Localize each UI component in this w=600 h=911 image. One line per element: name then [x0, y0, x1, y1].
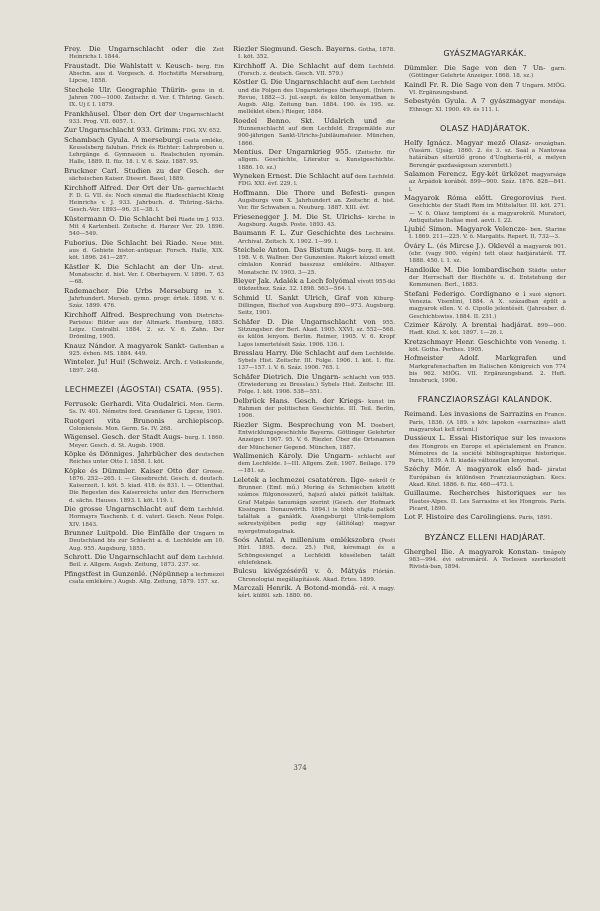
entry-head: Köpke és Dümmler. Kaiser Otto der [64, 466, 199, 475]
bibliography-entry [404, 339, 566, 355]
entry-body: der sächsischen Kaiser. Dissert. Basel, 1889. [69, 168, 224, 183]
entry-head: Sebestyén Gyula. A 7 gyászmagyar [404, 97, 536, 106]
entry-body: (Pesti Hírl. 1895. decz. 25.) Feil, kéremagi és a Schöngesiengel a Lechfeldi kösséleben talált efelefeknek. [238, 538, 395, 566]
bibliography-entry [64, 137, 224, 167]
entry-body: a lechmezei csata emlékére.) Augsb. Allg. Zeitung, 1879. 157. sz. [69, 571, 224, 585]
entry-body: dem Lechfeld und die Folgen des Ungarnkrieges überhaupt. (Intern. Revue, 1882—3. jul.-szept. és külön lenyomatban is Augsb. Allg. Zeitung ban. 1884. 190. és 195. sz. melléklet ében.) Rieger, 1884. [238, 80, 396, 116]
entry-head: Schrott. Die Ungarnschlacht auf dem [64, 552, 196, 561]
entry-head: Bruckner Carl. Studien zu der Gesch. [64, 166, 210, 175]
column-left [64, 46, 224, 587]
entry-head: Kirchhoff Alfred. Besprechung von [64, 310, 193, 319]
entry-body: Mon. Germ. Ss. IV. 401. Németre ford. Grandaner G. Lipcse, 1901. [69, 401, 224, 416]
entry-body: Gallenban a 925. évben. MS. 1884. 449. [69, 343, 224, 357]
section-heading: GYÁSZMAGYARKÁK. [443, 48, 527, 58]
entry-list [233, 46, 395, 600]
entry-body: 955. Sitzungsber. der Berl. Akad. 1905. XXVI. sz. 552—568. és külön lenyom. Berlin. Reimer, 1905. V. 6. Kropf Lajos ismertetését Száz. 1906. 136. l. [238, 319, 396, 348]
section-heading: LECHMEZEI (ÁGOSTAI) CSATA. (955). [64, 383, 224, 394]
entry-head: Hoffmann. Die Thore und Befesti- [233, 188, 368, 197]
entry-head: Bresslau Harry. Die Schlacht auf [233, 348, 349, 357]
bibliography-entry [64, 240, 224, 263]
entry-list [404, 65, 566, 114]
bibliography-entry [64, 554, 224, 570]
entry-head: Széchy Mór. A magyarok első had- [404, 465, 543, 474]
bibliography-entry [404, 291, 566, 321]
bibliography-entry [404, 355, 566, 385]
page-number: 374 [293, 764, 307, 772]
entry-body: magyarok 901. (ebr. (vagy 900. végén) tett olasz hadjáratáról. TT. 1888. 450. l. 1. sz. [409, 243, 566, 265]
bibliography-entry [233, 230, 395, 246]
entry-head: Küstermann O. Die Schlacht bei [64, 214, 177, 223]
entry-body: f. Volkskunde, 1897. 248. [69, 360, 224, 374]
entry-list [64, 46, 224, 375]
entry-head: Delbrück Hans. Gesch. der Kriegs- [233, 396, 364, 405]
entry-head: Bulcsu kivégzéséről v. ö. Mátyás [233, 567, 366, 576]
bibliography-entry [64, 127, 224, 135]
bibliography-entry [64, 216, 224, 239]
entry-head: Knauz Nándor. A magyarok Sankt- [64, 341, 188, 350]
bibliography-entry [233, 46, 395, 62]
entry-body: országban. (Vasárn. Újság. 1860. 2. és 3. sz. Saál a Nantovaa határában elterülő grono d'Ungheria-ról, a melyen Berengár gazdaságosan szerentett.) [409, 140, 567, 169]
entry-head: Friesenegger J. M. Die St. Ulrichs- [233, 212, 364, 221]
bibliography-entry [64, 571, 224, 587]
entry-body: kirche in Augsburg. Augsb. Poste. 1893. 43. [238, 214, 396, 228]
entry-head: Leletek a lechmezei csatatéren. Ilge- [233, 475, 367, 484]
entry-body: Grosse. 1876. 252—265. l. — Giesebrecht. Gesch. d. deutsch. Kaiserzeit. I. köt. 5. kiad. 418. és 831. l. — Ottenthal. Die Regesten des Kaiserreichs unter den Herrschern d. sächs. Hauses. 1893. I. köt. 119. l. [69, 468, 224, 504]
entry-body: Ferd. Geschichte der Stadt Rom im Mittelalter. III. köt. 271. — V. ö. Olasz templomi és a magyarokról. Muratori, Antiquitates Italiae med. aevii. I. 22. [409, 196, 566, 224]
bibliography-entry [404, 226, 566, 242]
bibliography-entry [404, 435, 566, 465]
bibliography-entry [233, 79, 395, 116]
bibliography-entry [404, 195, 566, 225]
bibliography-entry [233, 585, 395, 601]
entry-body: gens in d. Jahren 700—1000. Zeitschr. d. Ver. f. Thüring. Gesch. IX. Uj f. I. 1879. [69, 87, 225, 109]
entry-head: Baumann F. L. Zur Geschichte des [233, 229, 362, 238]
bibliography-entry [64, 468, 224, 505]
entry-head: Die grosse Ungarnschlacht auf dem [64, 505, 195, 514]
bibliography-entry [64, 401, 224, 417]
bibliography-entry [233, 477, 395, 536]
entry-head: Fuborius. Die Schlacht bei Riade. [64, 238, 189, 247]
bibliography-entry [233, 398, 395, 421]
bibliography-entry [64, 63, 224, 86]
entry-body: tinápoly 983—994. évi ostromáról. A Toclesen szerkesztett Rivistà-ban, 1894. [409, 549, 567, 571]
entry-body: Coloniensis. Mon. Germ. Ss. IV. 268. [69, 425, 173, 432]
entry-head: Schambach Gyula. A merseburgi [64, 135, 182, 144]
entry-body: schlacht von 955. (Erwiederung zu Bresslau.) Sybels Hist. Zeitschr. III. Folge. I. köt. 1906. 538—551. [238, 374, 396, 396]
entry-list [404, 140, 566, 385]
entry-body: im X. Jahrhundert. Merseb. gymn. progr. értek. 1898. V. 6. Száz. 1899. 476. [69, 288, 224, 310]
entry-list [404, 411, 566, 522]
entry-head: Köstler G. Die Ungarnschlacht auf [233, 78, 355, 87]
entry-body: Markgrafenschaften im Italischen Königreich von 774 bis 962. MIÖG. VII. Ergänzungsband. 2. Heft. Innsbruck, 1906. [409, 363, 566, 385]
entry-body: kunst im Rahmen der politischen Geschichte. III. Teil. Berlin, 1906. [238, 398, 395, 420]
entry-head: Óváry L. (és Mircse J.). Oklevél a [404, 241, 522, 250]
bibliography-entry [64, 418, 224, 434]
entry-body: schlacht auf dem Lechfelde. I—III. Allgem. Zeit. 1907. Beilage. 179—181. sz. [238, 453, 395, 475]
entry-body: vívott 955-iki ütközethez. Száz. 32. 1898. 563—564. l. [238, 279, 395, 293]
entry-head: Winteler. Ju! Hui! (Schweiz. Arch. [64, 358, 183, 367]
bibliography-entry [233, 453, 395, 476]
bibliography-entry [233, 118, 395, 148]
entry-head: Frankhäusel. Über den Ort der [64, 109, 177, 118]
entry-body: mondája. Ethnogr. XI. 1900. 49. és 111. l. [409, 99, 566, 113]
entry-head: Czimer Károly. A brentai hadjárat. [404, 320, 534, 329]
entry-head: Ferrusok: Gerhardi. Vita Oudalrici. [64, 399, 188, 408]
bibliography-entry [404, 490, 566, 513]
bibliography-entry [404, 243, 566, 266]
entry-head: Ljubić Simon. Magyarok Velencze- [404, 225, 528, 234]
bibliography-entry [233, 295, 395, 318]
bibliography-entry [64, 506, 224, 529]
entry-head: Wägensel. Gesch. der Stadt Augs- [64, 433, 183, 442]
bibliography-entry [233, 319, 395, 349]
entry-body: Flórián. Chronologiai megállapítások. Akad. Értes. 1899. [238, 569, 396, 583]
entry-head: Wallmenich Károly. Die Ungarn- [233, 451, 354, 460]
entry-head: Dümmler. Die Sage von den 7 Un- [404, 64, 546, 72]
entry-body: Zeit Heinrichs I. 1844. [69, 47, 225, 61]
entry-body: Riade im J. 933. Mit 4 Kartenbeil. Zeitschr. d. Harzer Ver. 29. 1896. 540—549. [69, 216, 225, 238]
bibliography-entry [233, 422, 395, 452]
bibliography-entry [404, 322, 566, 338]
entry-body: Doeberl, Entwicklungsgeschichte Bayerns. Göttinger Gelehrter Anzeiger. 1907. 95. V. 6. Riezler. Über die Ortsnamen der Münchener Gegend. München, 1887. [238, 422, 395, 451]
entry-body: Kiburg-Dillingen, Bischof von Augsburg 890—973. Augsburg. Seitz, 1901. [238, 295, 395, 317]
section-heading: FRANCZIAORSZÁGI KALANDOK. [417, 394, 553, 405]
bibliography-entry [64, 288, 224, 311]
bibliography-entry [404, 82, 566, 98]
bibliography-entry [404, 411, 566, 434]
entry-body: magyarsága az Árpádok korából. 899—900. Száz. 1876. 828—841. l. [409, 172, 566, 193]
entry-head: Hofmeister Adolf. Markgrafen und [404, 354, 566, 363]
entry-head: Fraustadt. Die Wahlstatt v. Keusch- [64, 61, 194, 70]
bibliography-entry [404, 98, 566, 114]
bibliography-entry [233, 190, 395, 213]
entry-head: Frey. Die Ungarnschlacht oder die [64, 45, 206, 53]
entry-body: deutschen Reiches unter Otto I. 1858. I. köt. [69, 451, 224, 466]
entry-head: Bleyer Jak. Adalék a Lech folyómal [233, 277, 356, 286]
entry-body: garnschlacht F. D. G. VII. és: Noch einmal die Riadeschlacht König Heinrichs v. J. 933. Jahrbuch. d. Thüring.-Sächs. Gesch.-Ver. 1893—96. 31—38. l. [69, 185, 224, 214]
entry-head: Marczali Henrik. A Botond-mondá- [233, 583, 358, 592]
section-heading: OLASZ HADJÁRATOK. [440, 122, 530, 133]
entry-body: Paris, 1891. [518, 515, 553, 522]
bibliography-entry [404, 140, 566, 170]
entry-body: burg. II. köt. 198. V. 6. Wallner. Der Gunzenlee. Rakert kézzel emelt címlalon Konrád basszusz emlékére. Altbayer. Monatschr. IV. 1903. 3—25. [238, 247, 396, 276]
entry-body: burg. I. 1860. Meyer. Gesch. d. St. Augsb. 1908. [69, 435, 224, 449]
entry-body: Ungarn in Deutschland bis zur Schlacht a. d. Lechfelde am 10. Aug. 955. Augsburg, 1855. [69, 531, 225, 552]
bibliography-entry [404, 466, 566, 489]
entry-body: járatai Európában és különösen Francziaországban. Kecs. Akad. Közl. 1886. 6. füz. 460—473. l. [409, 467, 566, 488]
entry-head: Gherghel Ilie. A magyarok Konstan- [404, 547, 539, 556]
bibliography-entry [64, 111, 224, 127]
bibliography-entry [64, 87, 224, 110]
entry-head: Stefani Federigo. Cordignano e i [404, 289, 526, 298]
bibliography-entry [404, 171, 566, 194]
entry-head: Lot F. Histoire des Carolingiens. [404, 513, 517, 522]
entry-body: sur les Hautes-Alpes. II. Les Sarrasins et les Hongrois. Paris. Picard, 1890. [409, 491, 566, 512]
entry-head: Rademacher. Die Urbs Merseburg [64, 286, 199, 295]
entry-head: Schäfer D. Die Ungarnschlacht von [233, 317, 376, 326]
entry-head: Mentius. Der Ungarnkrieg 955. [233, 148, 352, 156]
entry-body: Ungarn. MIÖG. VI. Ergänzungsband. [409, 82, 566, 96]
entry-head: Stechele Ulr. Geographie Thürin- [64, 85, 188, 94]
entry-body: Gotha, 1878. I. köt. 352. [238, 47, 396, 61]
bibliography-entry [404, 267, 566, 290]
bibliography-entry [404, 549, 566, 572]
entry-head: Schmid U. Sankt Ulrich, Graf von [233, 293, 369, 302]
entry-head: Köpke és Dönniges. Jahrbücher des [64, 449, 193, 458]
entry-head: Kirchhoff A. Die Schlacht auf dem [233, 61, 365, 70]
entry-body: dem Lechfeld. FDG. XXI. évf. 229. l. [238, 173, 396, 188]
entry-head: Roedel Benno. Skt. Udalrich und [233, 116, 378, 125]
bibliography-entry [64, 46, 224, 62]
bibliography-entry [64, 343, 224, 359]
entry-head: Magyarok Róma előtt. Gregorovius [404, 194, 544, 202]
entry-head: Kirchhoff Alfred. Der Ort der Un- [64, 183, 185, 192]
entry-head: Riezler Siegmund. Gesch. Bayerns. [233, 45, 357, 53]
entry-body: dem Lechfelde. Sybels Hist. Zeitschr. III. Folge. 1906. I. köt. 1. füz. 137—157. l. V. 6. Száz. 1906. 765. l. [238, 350, 395, 372]
entry-body: Lechfeld. (Forsch. z. deutsch. Gesch. VII. 579.) [238, 63, 395, 77]
entry-head: Guillaume. Recherches historiques [404, 489, 536, 498]
entry-body: en France. Paris, 1836. (A 189. s köv. lapokon «sarrazins» alatt magyarokat kell érteni.) [409, 412, 567, 433]
entry-head: Steichele Anton. Das Bistum Augs- [233, 245, 357, 254]
entry-head: Wyneken Ernest. Die Schlacht auf [233, 171, 353, 180]
entry-head: Helfy Ignácz. Magyar mező Olasz- [404, 138, 532, 147]
entry-head: Kretzschmayr Henr. Geschichte von [404, 337, 533, 346]
entry-head: Handloike M. Die lombardischen [404, 265, 525, 274]
entry-body: Neue Mitt. aus d. Gebiete histor.-antiquar. Forsch. Halle, XIX. köt. 1896. 241—287. [69, 240, 225, 262]
entry-list [404, 549, 566, 572]
entry-body: 899—900. Hadt. Közl. X. köt. 1897. 1—26. l. [409, 322, 566, 337]
entry-body: nekről (r Brunner. (Emf. mű.) Mering és Schmiechen között számos fülgonosszerű, hajszű alakú pátkót találtak. Graf Matpás tanumágn szerint (Gesch. der Hofmark Kissingen. Donauwörth. 1894.) is több efajta patkót találtak a ganáldk. Asangsburgi Ulrik-templom sekrestyéjében pedig egy (állítólag) magyar nyergetmutogatnak. [238, 477, 395, 535]
entry-body: Lechfeld. Hormayrs Taschenb. f. d. vaterl. Gesch. Neue Folge. XIV. 1843. [69, 507, 225, 528]
section-heading: BYZÁNCZ ELLENI HADJÁRAT. [424, 531, 546, 542]
entry-head: Schäfer Dietrich. Die Ungarn- [233, 372, 341, 381]
entry-head: Kästler K. Die Schlacht an der Un- [64, 262, 204, 271]
bibliography-entry [64, 434, 224, 450]
bibliography-entry [404, 514, 566, 522]
entry-body: Städte unter der Herrschaft der Bischöfe u. d. Entstehung der Kommunen. Berl., 1883. [409, 267, 566, 289]
entry-body: FDG. XV. 652. [182, 128, 222, 135]
bibliography-entry [233, 173, 395, 189]
entry-head: Riezler Sigm. Besprechung von M. [233, 420, 366, 429]
entry-body: Lechfeld. Beil. z. Allgem. Augsb. Zeitung, 1873. 237. sz. [69, 554, 224, 569]
bibliography-entry [233, 568, 395, 584]
entry-body: ról. A magy. kért. külföl. szb. 1880. 66. [238, 585, 396, 600]
bibliography-entry [233, 63, 395, 79]
entry-head: Dussieux L. Essai Historique sur les [404, 434, 537, 443]
bibliography-entry [233, 278, 395, 294]
entry-head: Zur Ungarnschlacht 933. Grimm: [64, 126, 181, 135]
bibliography-entry [404, 65, 566, 81]
entry-body: Ungarnschlacht 933. Prog. VII. 6057. 1. [69, 111, 225, 125]
bibliography-entry [64, 530, 224, 553]
entry-head: Kaindl Fr. R. Die Sage von den 7 [404, 80, 520, 89]
entry-body: suoi signori. Venezia. Visentini, 1884. A X. században épült a magyarok ellen. V. ö. Cipollo jelentését. (Jahresber. d. Geschichtswiss. 1884. II. 231.) [409, 291, 566, 320]
bibliography-entry [64, 359, 224, 375]
entry-head: Brunner Luitpold. Die Einfälle der [64, 529, 191, 537]
entry-body: berg. Ein Abschn. aus d. Vorgesch. d. Hochstifts Merseburg, Lipcse, 1858. [69, 63, 224, 85]
entry-body: invasions des Hongrois en Europe et spécialement en France. Mémoires de la société bibliographique historique. Paris, 1839. A II. kiadás változatlan lenyomat. [409, 436, 566, 464]
entry-body: gungen Augsburgs vom X. Jahrhundert an. Zeitschr. d. hist. Ver. für Schwaben u. Neuburg. 1887. XIII. évf. [238, 190, 395, 212]
bibliography-entry [233, 374, 395, 397]
bibliography-entry [233, 350, 395, 373]
bibliography-entry [233, 149, 395, 172]
entry-body: Lechrains. Archival. Zeitsch. X. 1902. 1—99. l. [238, 231, 395, 245]
entry-head: Ruotgeri vita Brunonis archiepiscop. [64, 416, 224, 425]
entry-body: (Zeitschr. für allgem. Geschichte, Literatur u. Kunstgeschichte. 1886. 10. sz.) [238, 150, 395, 171]
entry-body: garn. (Göttinger Gelehrte Anzeiger. 1868. 18. sz.) [409, 66, 566, 80]
bibliography-entry [233, 537, 395, 567]
entry-head: Reimand. Les invasions de Sarrazins [404, 410, 534, 419]
bibliography-entry [64, 312, 224, 342]
column-middle [233, 46, 395, 602]
entry-head: Pfingstfest in Gunzenlé. (Népünnep [64, 569, 189, 578]
bibliography-entry [233, 247, 395, 277]
entry-body: die Hunnenschlacht auf dem Lechfeld. Erzgemälde zur 900-jährigen Sankt-Ulrichs-Jubiläumsfeier. München, 1866. [238, 118, 395, 147]
entry-head: Soós Antal. A millenium emlékszobra [233, 536, 375, 545]
entry-head: Salamon Ferencz. Egy-két ürközet [404, 170, 529, 179]
bibliography-entry [64, 185, 224, 215]
entry-body: strut. Monatsschr. d. hist. Ver. f. Oberbayern. V. 1896. 7. 63—68. [69, 264, 224, 286]
entry-list [64, 401, 224, 586]
entry-body: csata emléke, Keusslsberg faluban. Frick és Richter: Lehrproben u. Lehrgänge d. Gymnasien u. Realschulen nyomán. Halle, 1889. II. füz. 18. l. V. 6. Száz. 1887. 95. [69, 137, 224, 166]
entry-body: Dietrichs-Parisius: Bilder aus der Altmark. Hamburg, 1883. Leipz. Centralbl. 1884. 2. sz. V. 6. Zahn. Der Drömling, 1905. [69, 312, 224, 341]
entry-body: Venedig. I. köt. Gotha. Perthes. 1905. [409, 339, 566, 353]
column-right [404, 46, 566, 573]
bibliography-entry [64, 264, 224, 287]
bibliography-entry [64, 168, 224, 184]
bibliography-entry [64, 451, 224, 467]
entry-body: ben. Starine I. 1869. 211—225. V. ö. Margalits. Repert. II. 732—3. [409, 227, 566, 241]
bibliography-entry [233, 214, 395, 230]
